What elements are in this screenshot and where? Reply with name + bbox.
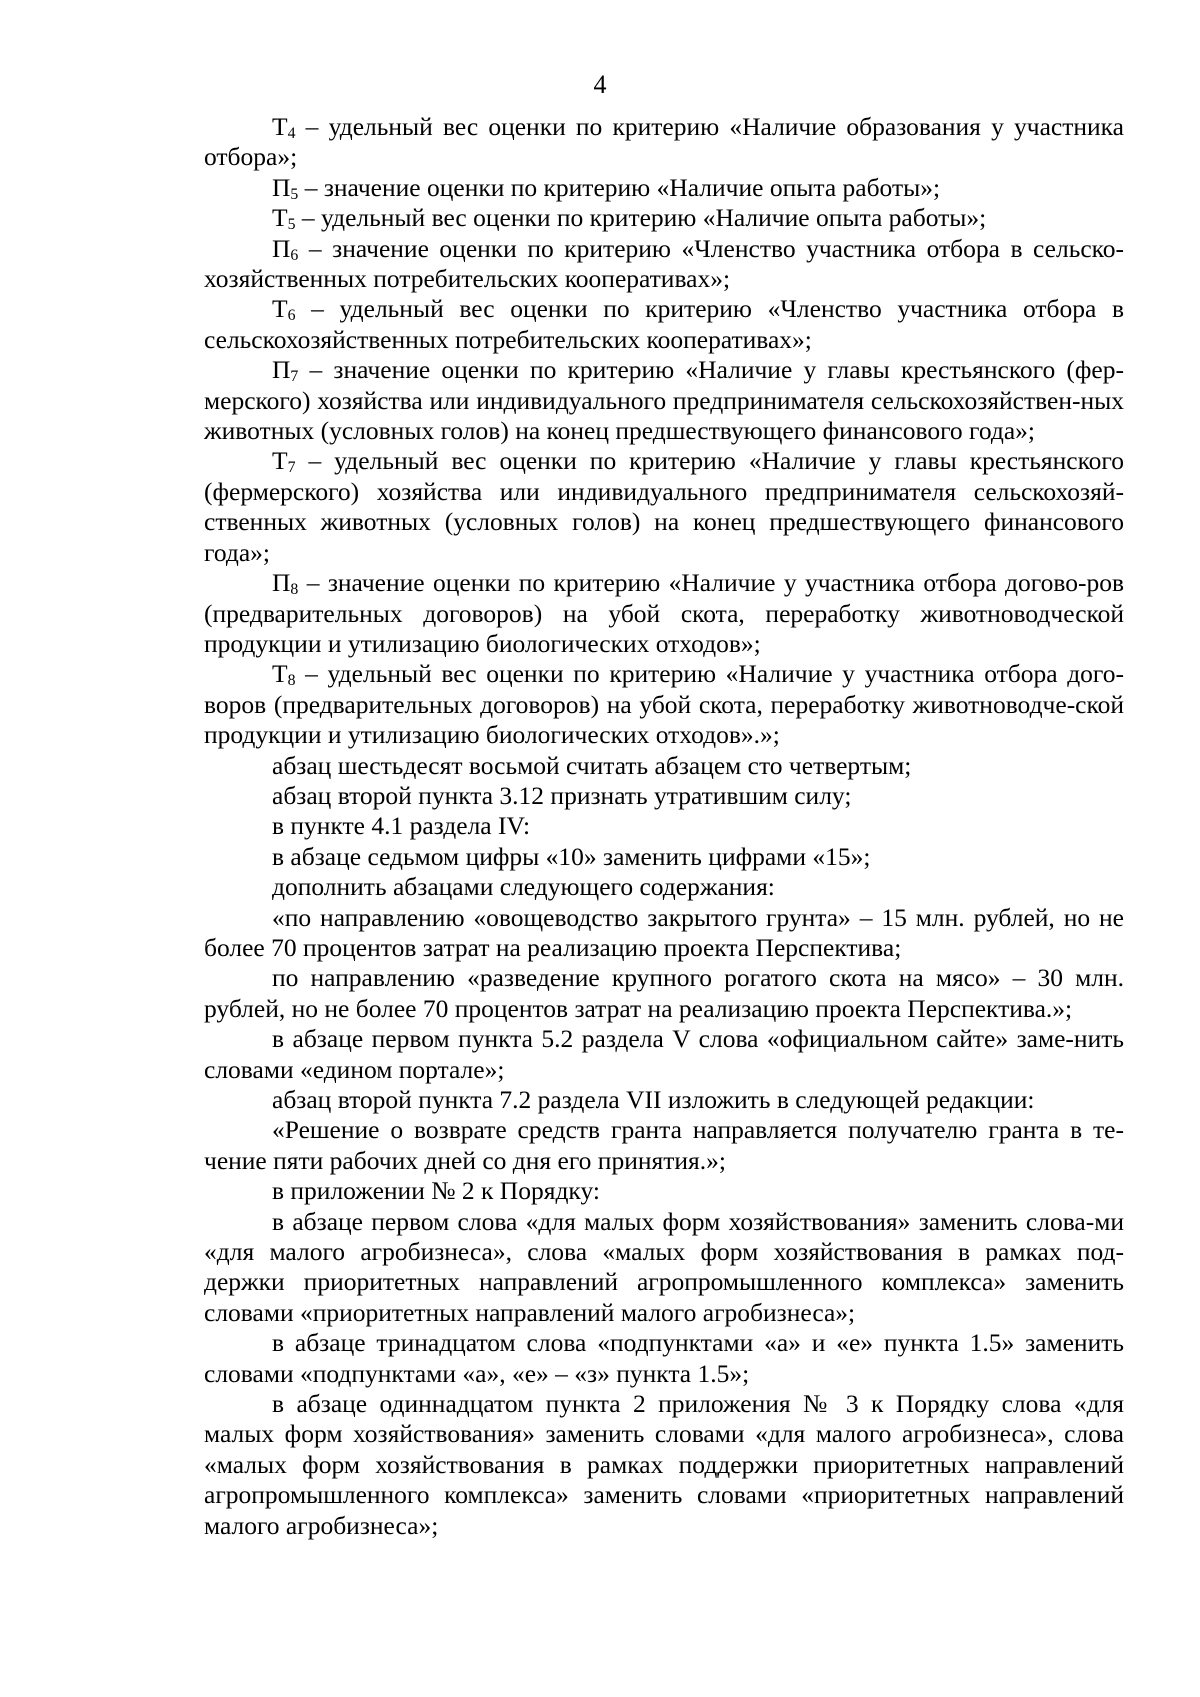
variable-letter: П <box>272 172 291 202</box>
paragraph <box>204 963 1124 1024</box>
paragraph <box>204 872 1124 902</box>
variable-letter: П <box>272 233 291 263</box>
paragraph <box>204 234 1124 295</box>
variable-subscript: 7 <box>290 368 299 386</box>
paragraph <box>204 568 1124 659</box>
paragraph-text: «по направлению «овощеводство закрытого грунта» – 15 млн. рублей, но не более 70 процентов затрат на реализацию проекта Перспектива; <box>204 902 1124 962</box>
paragraph <box>204 112 1124 173</box>
paragraph <box>204 203 1124 233</box>
paragraph-text: «Решение о возврате средств гранта направляется получателю гранта в те-чение пяти рабочих дней со дня его принятия.»; <box>204 1115 1124 1175</box>
paragraph-text: абзац второй пункта 7.2 раздела VII изложить в следующей редакции: <box>272 1085 1035 1114</box>
paragraph <box>204 903 1124 964</box>
paragraph <box>204 1024 1124 1085</box>
paragraph-text: в абзаце тринадцатом слова «подпунктами «а» и «е» пункта 1.5» заменить словами «подпунктами «а», «е» – «з» пункта 1.5»; <box>204 1328 1124 1388</box>
paragraph <box>204 294 1124 355</box>
paragraph <box>204 1085 1124 1115</box>
variable-letter: П <box>272 568 291 598</box>
paragraph-text: – удельный вес оценки по критерию «Наличие образования у участника отбора»; <box>204 112 1124 172</box>
variable-subscript: 8 <box>287 672 296 690</box>
paragraph-text: – удельный вес оценки по критерию «Наличие у участника отбора дого-воров (предварительных договоров) на убой скота, переработку животноводче-ской продукции и утилизацию биологических отходов».»; <box>204 659 1124 750</box>
paragraph-text: – значение оценки по критерию «Членство участника отбора в сельско-хозяйственных потребительских кооперативах»; <box>204 233 1124 294</box>
paragraph <box>204 173 1124 203</box>
paragraph <box>204 842 1124 872</box>
variable-letter: П <box>272 355 291 385</box>
paragraph-text: – значение оценки по критерию «Наличие у участника отбора догово-ров (предварительных договоров) на убой скота, переработку животноводческой продукции и утилизацию биологических отходов»; <box>204 568 1124 658</box>
paragraph-text: в абзаце одиннадцатом пункта 2 приложения № 3 к Порядку слова «для малых форм хозяйствования» заменить словами «для малого агробизнеса», слова «малых форм хозяйствования в рамках поддержки приоритетных направлений агропромышленного комплекса» заменить словами «приоритетных направлений малого агробизнеса»; <box>204 1389 1124 1540</box>
paragraph-text: – значение оценки по критерию «Наличие опыта работы»; <box>298 172 941 202</box>
variable-subscript: 7 <box>287 459 296 477</box>
paragraph <box>204 1328 1124 1389</box>
variable-letter: Т <box>272 112 288 141</box>
variable-subscript: 4 <box>287 124 296 142</box>
paragraph <box>204 1115 1124 1176</box>
paragraph-text: абзац второй пункта 3.12 признать утратившим силу; <box>272 780 852 810</box>
paragraph <box>204 1176 1124 1206</box>
variable-subscript: 5 <box>287 216 296 234</box>
paragraph <box>204 446 1124 568</box>
paragraph-text: в абзаце первом слова «для малых форм хозяйствования» заменить слова-ми «для малого агробизнеса», слова «малых форм хозяйствования в рамках под-держки приоритетных направлений агропромышленного комплекса» заменить словами «приоритетных направлений малого агробизнеса»; <box>204 1206 1124 1327</box>
paragraph-text: в абзаце седьмом цифры «10» заменить цифрами «15»; <box>272 841 871 871</box>
paragraph-text: по направлению «разведение крупного рогатого скота на мясо» – 30 млн. рублей, но не более 70 процентов затрат на реализацию проекта Перспектива.»; <box>204 963 1124 1023</box>
variable-subscript: 8 <box>290 580 299 598</box>
paragraph-text: – удельный вес оценки по критерию «Наличие опыта работы»; <box>295 203 987 233</box>
paragraph <box>204 751 1124 781</box>
paragraph-text: в пункте 4.1 раздела IV: <box>272 811 531 841</box>
variable-subscript: 6 <box>287 307 296 325</box>
paragraph-text: в абзаце первом пункта 5.2 раздела V слова «официальном сайте» заме-нить словами «едином портале»; <box>204 1024 1124 1084</box>
paragraph <box>204 1207 1124 1329</box>
page-number: 4 <box>593 70 607 99</box>
paragraph <box>204 781 1124 811</box>
paragraph <box>204 811 1124 841</box>
variable-letter: Т <box>272 294 288 324</box>
paragraph-text: – значение оценки по критерию «Наличие у главы крестьянского (фер-мерского) хозяйства или индивидуального предпринимателя сельскохозяйствен-ных животных (условных голов) на конец предшествующего финансового года»; <box>204 355 1124 446</box>
variable-letter: Т <box>272 446 288 476</box>
document-body <box>204 112 1124 1541</box>
paragraph <box>204 355 1124 446</box>
variable-letter: Т <box>272 659 288 689</box>
variable-subscript: 6 <box>290 246 299 264</box>
paragraph-text: в приложении № 2 к Порядку: <box>272 1176 600 1206</box>
variable-letter: Т <box>272 203 288 233</box>
paragraph-text: дополнить абзацами следующего содержания: <box>272 872 775 902</box>
paragraph-text: – удельный вес оценки по критерию «Наличие у главы крестьянского (фермерского) хозяйства или индивидуального предпринимателя сельскохозяй-ственных животных (условных голов) на конец предшествующего финансового года»; <box>204 446 1124 567</box>
paragraph <box>204 659 1124 750</box>
paragraph-text: – удельный вес оценки по критерию «Членство участника отбора в сельскохозяйственных потребительских кооперативах»; <box>204 294 1124 354</box>
paragraph <box>204 1389 1124 1541</box>
variable-subscript: 5 <box>290 185 299 203</box>
paragraph-text: абзац шестьдесят восьмой считать абзацем сто четвертым; <box>272 750 912 780</box>
